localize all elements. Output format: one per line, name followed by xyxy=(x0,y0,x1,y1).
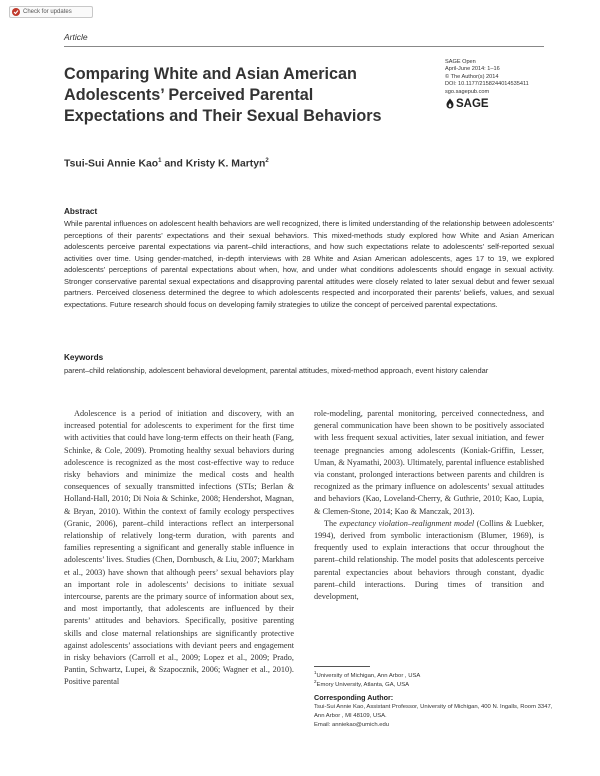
text-run: The xyxy=(324,518,340,528)
author-conjunction: and xyxy=(161,158,186,170)
corresponding-author-details xyxy=(314,703,554,729)
affiliation-1 xyxy=(314,670,420,679)
text-run: (Collins & Luebker, 1994), derived from symbolic interactionism (Blumer, 1969), is frequently used to explain interactions that occur throughout the parent–child relationship. The model posits that adolescents perceive parental expectancies about behaviors through constant, dyadic parent–child interactions. During times of transition and development, xyxy=(314,518,544,602)
sage-logo-icon xyxy=(445,98,455,110)
affiliation-text: Emory University, Atlanta, GA, USA xyxy=(316,681,410,688)
affiliation-2 xyxy=(314,679,409,688)
body-left-column xyxy=(64,408,294,689)
journal-url[interactable]: sgo.sagepub.com xyxy=(445,88,490,95)
sage-logo xyxy=(445,98,489,110)
journal-name: SAGE Open xyxy=(445,59,476,65)
title-line: Adolescents’ Perceived Parental xyxy=(64,86,314,104)
header-rule xyxy=(64,46,544,47)
issue-info: April-June 2014: 1–16 xyxy=(445,66,500,73)
affiliation-marker: 1 xyxy=(158,158,162,164)
corresponding-author-heading: Corresponding Author: xyxy=(314,693,394,702)
keywords-text: parent–child relationship, adolescent behavioral development, parental attitudes, mixed-method approach, event history calendar xyxy=(64,366,489,375)
author-name: Kristy K. Martyn xyxy=(185,158,266,170)
article-type-label: Article xyxy=(64,32,88,42)
check-for-updates-badge[interactable] xyxy=(9,6,93,18)
update-check-icon xyxy=(12,8,20,16)
badge-label: Check for updates xyxy=(23,9,72,15)
body-paragraph: role-modeling, parental monitoring, perceived connectedness, and general communication have been shown to be positively associated with less frequent sexual activities, later sexual initiation, and fewer teenage pregnancies among adolescents (Koniak-Griffin, Lesser, Uman, & Nyamathi, 2003). Ultimately, parental influence established via constant, prolonged interactions between parents and children is recognized as the primary influence on adolescents’ sexual attitudes and behaviors (Kao, Loveland-Cherry, & Guthrie, 2010; Kao, Lupia, & Clemen-Stone, 2014; Kao & Manczak, 2013). xyxy=(314,409,544,516)
copyright: © The Author(s) 2014 xyxy=(445,73,499,80)
body-paragraph: Adolescence is a period of initiation and discovery, with an increased potential for adolescents to experiment for the first time with activities that could have long-term effects on their heath (Fang, Schinke, & Cole, 2009). Promoting healthy sexual behaviors during adolescence is recognized as the most cost-effective way to reduce risky behaviors and minimize the medical costs and health consequences of sexually transmitted infections (STIs; Berlan & Holland-Hall, 2010; Di Noia & Schinke, 2008; Hendershot, Magnan, & Bryan, 2010). Within the context of family ecology perspectives (Granic, 2006), parent–child interactions reflect an interpersonal relationship of relatively long-term duration, with parents and families representing a significant and generally stable influence in adolescents’ lives. Studies (Chen, Dornbusch, & Liu, 2007; Markham et al., 2003) have shown that although peers’ sexual behaviors play an important role in adolescents’ decisions to initiate sexual intercourse, parents are the primary source of information about sex, and most importantly, that adolescents are influenced by their parents’ attitudes and behaviors. Specifically, positive parenting skills and close maternal relationships are significantly protective against adolescents’ associations with deviant peers and engagement in risky behaviors (Carroll et al., 2009; Lopez et al., 2009; Prado, Pantin, Schwartz, Lupei, & Szapocznik, 2006; Wagner et al., 2010). Positive parental xyxy=(64,409,294,687)
footnote-rule xyxy=(314,666,370,667)
affiliation-marker: 2 xyxy=(265,158,269,164)
title-line: Comparing White and Asian American xyxy=(64,65,357,83)
affiliation-marker: 1 xyxy=(314,670,317,675)
affiliation-marker: 2 xyxy=(314,679,317,684)
title-line: Expectations and Their Sexual Behaviors xyxy=(64,107,382,125)
doi[interactable]: DOI: 10.1177/2158244014535411 xyxy=(445,81,529,88)
article-title xyxy=(64,64,394,127)
corresponding-author-email[interactable]: Email: anniekao@umich.edu xyxy=(314,721,390,728)
keywords-heading: Keywords xyxy=(64,353,104,362)
abstract-text: While parental influences on adolescent health behaviors are well recognized, there is limited understanding of the relationship between adolescents’ perceptions of their parents’ expectations and their sexual behaviors. This mixed-methods study explored how White and Asian American adolescents perceive parental expectations via parent–child interactions, and how such expectations relate to adolescents’ self-reported sexual activities over time. Using gender-matched, in-depth interviews with 28 White and Asian American adolescents, ages 17 to 19, we explored adolescents’ perceptions of parental expectations about when, how, and under what conditions adolescents should engage in sexual activity. Stronger conservative parental sexual expectations and disapproving parental attitudes were closely related to later sexual debut and fewer sexual partners. Perceived closeness determined the degree to which adolescents respected and incorporated their parents’ beliefs, values, and sexual expectations. Future research should focus on developing family strategies to utilize the concept of perceived parental expectations. xyxy=(64,219,554,309)
model-name-emphasis: expectancy violation–realignment model xyxy=(339,518,475,528)
body-paragraph xyxy=(314,518,544,603)
body-right-column xyxy=(314,408,544,603)
abstract-heading: Abstract xyxy=(64,207,98,216)
author-list xyxy=(64,158,269,169)
sage-logo-text: SAGE xyxy=(456,98,489,110)
author-name: Tsui-Sui Annie Kao xyxy=(64,158,159,170)
corresponding-author-text: Tsui-Sui Annie Kao, Assistant Professor, University of Michigan, 400 N. Ingalls, Room 3347, Ann Arbor , MI 48109, USA. xyxy=(314,704,553,719)
journal-meta xyxy=(445,59,529,96)
affiliation-text: University of Michigan, Ann Arbor , USA xyxy=(316,672,421,679)
